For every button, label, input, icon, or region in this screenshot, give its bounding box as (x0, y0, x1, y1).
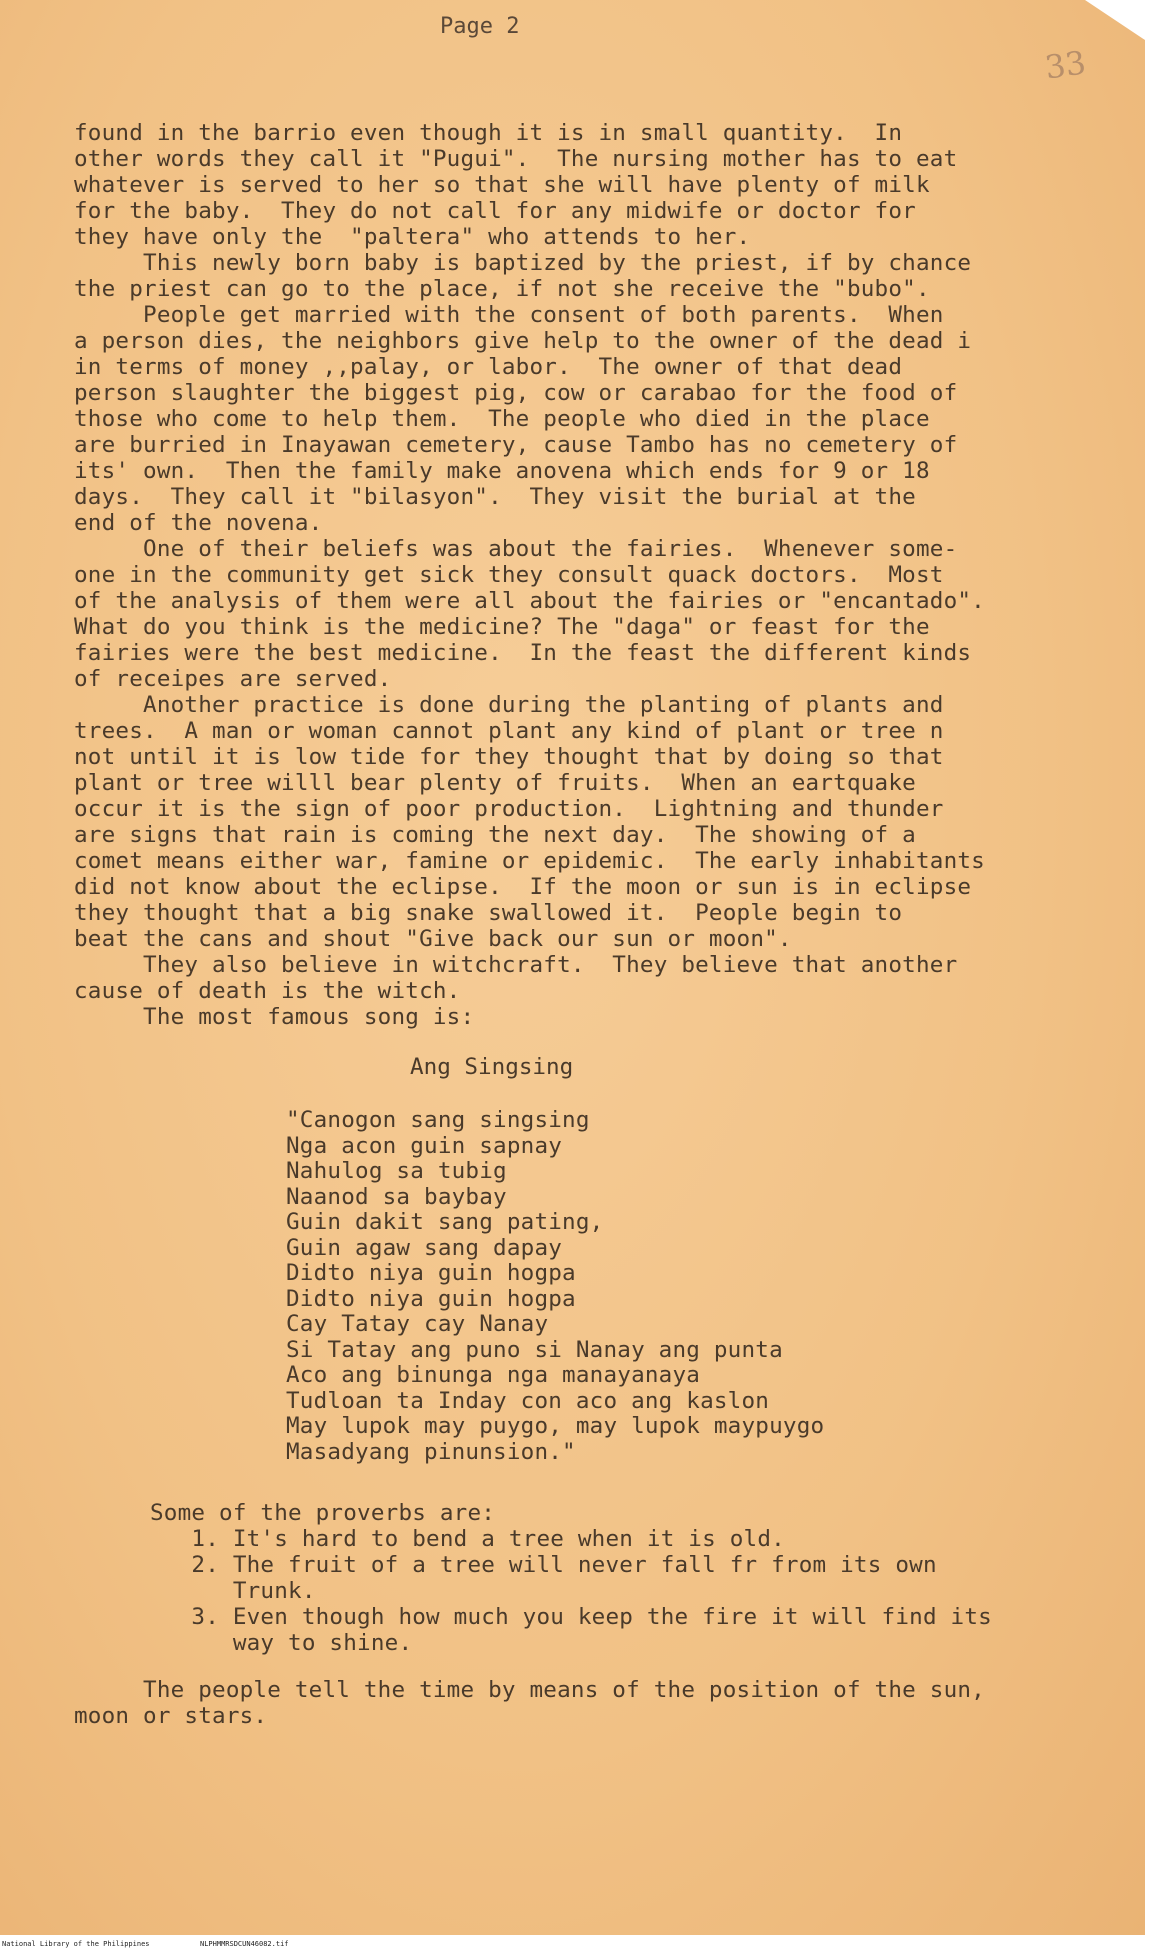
body-line: a person dies, the neighbors give help to the owner of the dead i (74, 328, 972, 354)
body-line: days. They call it "bilasyon". They visit the burial at the (74, 484, 916, 510)
body-line: whatever is served to her so that she will have plenty of milk (74, 172, 930, 198)
body-line: not until it is low tide for they thought that by doing so that (74, 744, 944, 770)
proverb-line: 3. Even though how much you keep the fire it will find its (150, 1604, 992, 1630)
scan-footer (0, 1940, 1157, 1950)
song-line: Cay Tatay cay Nanay (286, 1311, 549, 1337)
song-line: Didto niya guin hogpa (286, 1285, 576, 1312)
body-line: of receipes are served. (74, 666, 392, 692)
body-line: They also believe in witchcraft. They believe that another (74, 952, 958, 978)
proverb-line: 1. It's hard to bend a tree when it is old. (150, 1526, 785, 1552)
body-line: What do you think is the medicine? The "daga" or feast for the (74, 614, 930, 640)
body-line: in terms of money ,,palay, or labor. The owner of that dead (74, 354, 903, 380)
body-line: One of their beliefs was about the fairies. Whenever some- (74, 536, 958, 562)
footer-library-name: National Library of the Philippines (2, 1940, 150, 1948)
body-line: plant or tree willl bear plenty of fruits. When an eartquake (74, 770, 916, 796)
body-text (74, 120, 1094, 1030)
body-line: comet means either war, famine or epidemic. The early inhabitants (74, 848, 985, 874)
song-line: Nga acon guin sapnay (286, 1132, 563, 1159)
song-line: Masadyang pinunsion." (286, 1438, 576, 1465)
body-line: are signs that rain is coming the next day. The showing of a (74, 822, 916, 848)
song-line: Si Tatay ang puno si Nanay ang punta (286, 1336, 783, 1363)
closing-paragraph (74, 1677, 985, 1729)
song-line: "Canogon sang singsing (286, 1107, 590, 1133)
body-line: of the analysis of them were all about the fairies or "encantado". (74, 588, 985, 614)
body-line: person slaughter the biggest pig, cow or carabao for the food of (74, 380, 958, 406)
body-line: for the baby. They do not call for any midwife or doctor for (74, 198, 916, 224)
song-line: May lupok may puygo, may lupok maypuygo (286, 1413, 825, 1439)
proverbs-section (150, 1500, 992, 1656)
proverb-line: way to shine. (150, 1630, 413, 1656)
body-line: Another practice is done during the planting of plants and (74, 692, 944, 718)
body-line: other words they call it "Pugui". The nursing mother has to eat (74, 146, 958, 172)
song-line: Tudloan ta Inday con aco ang kaslon (286, 1387, 770, 1414)
song-line: Guin dakit sang pating, (286, 1209, 604, 1235)
body-line: those who come to help them. The people who died in the place (74, 406, 930, 432)
closing-line: moon or stars. (74, 1703, 268, 1729)
proverbs-intro: Some of the proverbs are: (150, 1500, 496, 1526)
page-number: Page 2 (440, 14, 520, 39)
body-line: cause of death is the witch. (74, 978, 461, 1004)
body-line: occur it is the sign of poor production. Lightning and thunder (74, 796, 944, 822)
body-line: The most famous song is: (74, 1004, 475, 1030)
handwritten-page-annotation: 33 (1042, 43, 1089, 87)
song-lyrics (286, 1108, 824, 1465)
song-line: Didto niya guin hogpa (286, 1260, 576, 1286)
body-line: beat the cans and shout "Give back our sun or moon". (74, 926, 792, 952)
body-line: trees. A man or woman cannot plant any kind of plant or tree n (74, 718, 944, 744)
proverb-line: Trunk. (150, 1578, 316, 1604)
proverb-line: 2. The fruit of a tree will never fall fr from its own (150, 1552, 937, 1578)
song-line: Naanod sa baybay (286, 1183, 507, 1210)
body-line: they thought that a big snake swallowed it. People begin to (74, 900, 903, 926)
body-line: found in the barrio even though it is in small quantity. In (74, 120, 903, 146)
body-line: its' own. Then the family make anovena which ends for 9 or 18 (74, 458, 930, 484)
footer-file-name: NLPHMMRSDCUN46082.tif (200, 1940, 289, 1948)
song-line: Nahulog sa tubig (286, 1158, 507, 1184)
body-line: fairies were the best medicine. In the feast the different kinds (74, 640, 972, 666)
body-line: one in the community get sick they consult quack doctors. Most (74, 562, 944, 588)
song-line: Guin agaw sang dapay (286, 1234, 563, 1261)
body-line: the priest can go to the place, if not she receive the "bubo". (74, 276, 930, 302)
body-line: they have only the "paltera" who attends to her. (74, 224, 751, 250)
song-line: Aco ang binunga nga manayanaya (286, 1362, 701, 1388)
body-line: end of the novena. (74, 510, 323, 536)
closing-line: The people tell the time by means of the position of the sun, (74, 1677, 985, 1703)
body-line: are burried in Inayawan cemetery, cause Tambo has no cemetery of (74, 432, 958, 458)
song-title: Ang Singsing (410, 1054, 574, 1080)
body-line: This newly born baby is baptized by the priest, if by chance (74, 250, 972, 276)
body-line: People get married with the consent of both parents. When (74, 302, 944, 328)
torn-corner (1085, 0, 1145, 40)
body-line: did not know about the eclipse. If the moon or sun is in eclipse (74, 874, 972, 900)
